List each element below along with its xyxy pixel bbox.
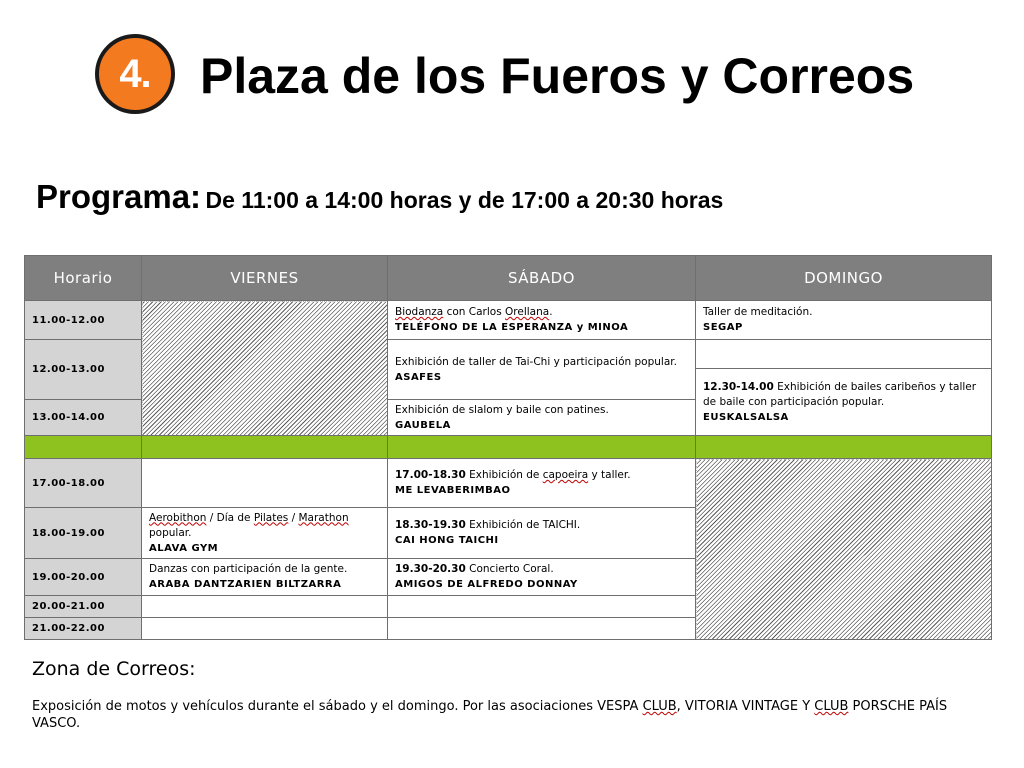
event-cell-taichi [388,340,696,400]
empty-cell [142,459,388,508]
zona-correos-description: Exposición de motos y vehículos durante el sábado y el domingo. Por las asociaciones VESPA CLUB, VITORIA VINTAGE Y CLUB PORSCHE PAÍS VASCO. [32,699,948,731]
hour-cell: 11.00-12.00 [25,301,142,340]
empty-cell [696,340,992,369]
separator-cell [388,436,696,459]
program-hours: De 11:00 a 14:00 horas y de 17:00 a 20:30 horas [205,187,724,213]
event-description: Danzas con participación de la gente. [149,563,348,575]
empty-cell [142,618,388,640]
hour-cell: 21.00-22.00 [25,618,142,640]
program-label: Programa: [36,178,202,215]
event-description: 18.30-19.30 Exhibición de TAICHI. [395,519,581,531]
event-description: Taller de meditación. [703,306,813,318]
event-organizer: SEGAP [703,322,743,333]
hour-cell: 12.00-13.00 [25,340,142,400]
hour-cell: 18.00-19.00 [25,508,142,559]
event-description: 12.30-14.00 Exhibición de bailes caribeños y taller de baile con participación popular. [703,380,977,408]
event-organizer: TELÉFONO DE LA ESPERANZA y MINOA [395,322,629,333]
event-organizer: CAI HONG TAICHI [395,535,499,546]
header-horario: Horario [25,256,142,301]
event-cell-capoeira [388,459,696,508]
empty-cell [388,596,696,618]
event-cell-coral [388,559,696,596]
separator-cell [142,436,388,459]
event-description: 19.30-20.30 Concierto Coral. [395,563,554,575]
event-organizer: AMIGOS DE ALFREDO DONNAY [395,579,578,590]
event-description: 17.00-18.30 Exhibición de capoeira y taller. [395,469,631,481]
section-number-badge [95,34,175,114]
event-organizer: ASAFES [395,371,442,383]
header-sabado: SÁBADO [388,256,696,301]
schedule-table [24,255,992,640]
separator-cell [696,436,992,459]
hour-cell: 20.00-21.00 [25,596,142,618]
event-organizer: GAUBELA [395,419,451,431]
separator-cell [25,436,142,459]
event-cell-biodanza [388,301,696,340]
event-cell-slalom [388,400,696,436]
hour-cell: 17.00-18.00 [25,459,142,508]
page-title: Plaza de los Fueros y Correos [200,48,915,104]
table-row [25,301,992,340]
empty-cell [142,596,388,618]
section-number: 4. [119,51,151,96]
program-line [36,178,723,216]
header-viernes: VIERNES [142,256,388,301]
event-organizer: ALAVA GYM [149,542,219,554]
event-organizer: ARABA DANTZARIEN BILTZARRA [149,579,342,590]
unavailable-block-viernes-morning [142,301,388,436]
break-separator-row [25,436,992,459]
event-description: Exhibición de slalom y baile con patines. [395,403,609,416]
header-domingo: DOMINGO [696,256,992,301]
table-row [25,459,992,508]
event-cell-aerobithon [142,508,388,559]
event-description: Biodanza con Carlos Orellana. [395,306,553,318]
event-cell-taichi-exhibition [388,508,696,559]
hour-cell: 13.00-14.00 [25,400,142,436]
event-description: Aerobithon / Día de Pilates / Marathon popular. [149,511,349,539]
hour-cell: 19.00-20.00 [25,559,142,596]
event-organizer: ME LEVABERIMBAO [395,485,511,496]
event-organizer: EUSKALSALSA [703,411,789,423]
empty-cell [388,618,696,640]
event-description: Exhibición de taller de Tai-Chi y participación popular. [395,355,677,368]
table-header-row [25,256,992,301]
event-cell-bailes-caribenos [696,369,992,436]
unavailable-block-domingo-afternoon [696,459,992,640]
event-cell-meditacion [696,301,992,340]
zona-correos-title: Zona de Correos: [32,658,196,680]
event-cell-danzas [142,559,388,596]
